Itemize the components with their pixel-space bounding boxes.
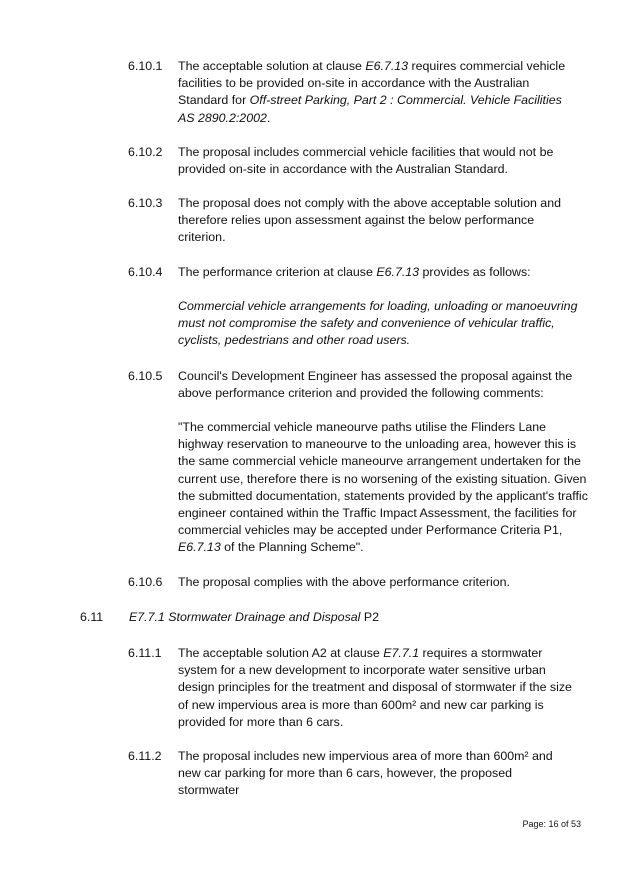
criterion-quote: Commercial vehicle arrangements for loading, unloading or manoeuvring must not compromise the safety and convenience of vehicular traffic, cyclists, pedestrians and other road users.: [178, 299, 578, 348]
paragraph-6-11-1: [128, 645, 573, 731]
paragraph-6-11-2: [128, 748, 573, 800]
paragraph-number: 6.10.2: [128, 145, 163, 159]
paragraph-text: The acceptable solution at clause E6.7.13 requires commercial vehicle facilities to be provided on-site in accordance with the Australian Standard for Off-street Parking, Part 2 : Commercial. Vehicle Facilities AS 2890.2:2002.: [178, 59, 566, 125]
paragraph-number: 6.11.2: [128, 749, 162, 763]
paragraph-number: 6.10.1: [128, 59, 163, 73]
paragraph-text: The proposal includes new impervious area of more than 600m² and new car parking for more than 6 cars, however, the proposed stormwater: [178, 749, 553, 798]
paragraph-6-10-4: [128, 264, 573, 281]
paragraph-number: 6.10.3: [128, 196, 163, 210]
paragraph-6-10-5: [128, 368, 573, 402]
paragraph-6-10-1: [128, 58, 573, 127]
paragraph-text: The performance criterion at clause E6.7.13 provides as follows:: [178, 265, 531, 279]
paragraph-number: 6.10.4: [128, 265, 163, 279]
paragraph-text: The proposal complies with the above performance criterion.: [178, 575, 510, 589]
paragraph-number: 6.10.5: [128, 369, 163, 383]
section-number: 6.11: [80, 610, 104, 624]
paragraph-text: Council's Development Engineer has assessed the proposal against the above performance criterion and provided the following comments:: [178, 369, 573, 401]
engineer-quote: "The commercial vehicle maneourve paths utilise the Flinders Lane highway reservation to maneourve to the unloading area, however this is the same commercial vehicle maneourve arrangement undertaken for the current use, therefore there is no worsening of the existing situation. Given the submitted documentation, statements provided by the applicant's traffic engineer contained within the Traffic Impact Assessment, the facilities for commercial vehicles may be accepted under Performance Criteria P1, E6.7.13 of the Planning Scheme".: [178, 420, 588, 555]
paragraph-text: The proposal does not comply with the above acceptable solution and therefore relies upon assessment against the below performance criterion.: [178, 196, 561, 245]
page-number: Page: 16 of 53: [522, 819, 581, 829]
section-heading: [80, 609, 380, 626]
paragraph-text: The proposal includes commercial vehicle facilities that would not be provided on-site in accordance with the Australian Standard.: [178, 145, 554, 177]
section-title: E7.7.1 Stormwater Drainage and Disposal P2: [129, 610, 380, 624]
paragraph-text: The acceptable solution A2 at clause E7.7.1 requires a stormwater system for a new development to incorporate water sensitive urban design principles for the treatment and disposal of stormwater if the size of new impervious area is more than 600m² and new car parking is provided for more than 6 cars.: [178, 646, 572, 729]
paragraph-6-10-6: [128, 574, 573, 591]
paragraph-number: 6.11.1: [128, 646, 162, 660]
paragraph-number: 6.10.6: [128, 575, 163, 589]
paragraph-6-10-3: [128, 195, 573, 247]
paragraph-6-10-2: [128, 144, 573, 178]
